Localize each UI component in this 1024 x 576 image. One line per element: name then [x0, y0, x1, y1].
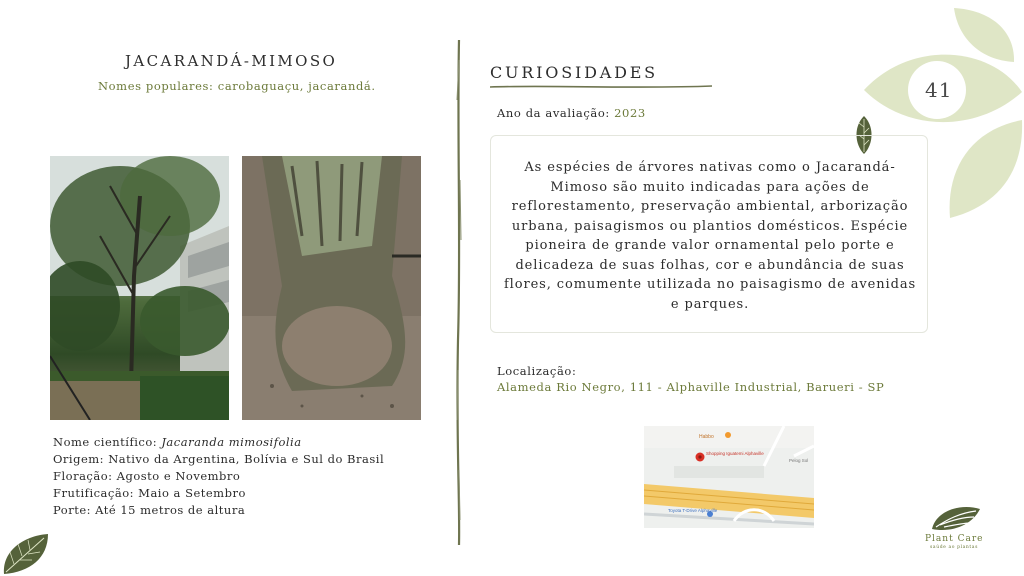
curiosities-text: As espécies de árvores nativas como o Jacarandá-Mimoso são muito indicadas para ações de reflorestamento, preservação ambiental, arborização urbana, paisagismos ou plantios domésticos. Espécie pioneira de grande valor ornamental pelo porte e delicadeza de suas folhas, cor e abundância de suas flores, comumente utilizada no paisagismo de avenidas e parques. — [503, 160, 917, 312]
map-poi-icon — [725, 432, 731, 438]
trunk-photo — [242, 156, 421, 420]
map-label-shopping: Shopping Iguatemi Alphaville — [706, 451, 764, 456]
leaf-top-icon — [954, 8, 1014, 62]
species-title: JACARANDÁ-MIMOSO — [125, 52, 338, 70]
fruiting: Frutificação: Maio a Setembro — [53, 486, 246, 500]
origin: Origem: Nativo da Argentina, Bolívia e Sul do Brasil — [53, 452, 385, 466]
tree-photo — [50, 156, 229, 420]
scientific-name: Nome científico: Jacaranda mimosifolia — [53, 435, 302, 449]
map-label-toyota: Toyota T-Drive Alphaville — [668, 508, 718, 513]
location-map[interactable] — [644, 426, 814, 528]
map-label-habbo: Habbo — [699, 434, 714, 440]
plant-care-logo — [930, 503, 982, 533]
leaf-bottom-icon — [950, 120, 1023, 218]
flowering: Floração: Agosto e Novembro — [53, 469, 241, 483]
logo-tagline: saúde ao plantas — [930, 545, 978, 550]
popular-names: Nomes populares: carobaguaçu, jacarandá. — [98, 79, 376, 93]
location-label: Localização: — [497, 364, 577, 378]
tree-size: Porte: Até 15 metros de altura — [53, 503, 246, 517]
curiosities-title: CURIOSIDADES — [490, 63, 658, 82]
page-number: 41 — [925, 78, 953, 102]
leaf-bottom-left-icon — [0, 530, 52, 576]
vertical-divider — [452, 40, 466, 545]
evaluation-year: Ano da avaliação: 2023 — [497, 106, 646, 120]
title-underline — [490, 84, 712, 90]
logo-name: Plant Care — [925, 534, 984, 544]
map-label-pelog: Pelog Sol — [789, 458, 809, 463]
location-address: Alameda Rio Negro, 111 - Alphaville Industrial, Barueri - SP — [497, 380, 885, 394]
species-facts — [53, 434, 413, 519]
